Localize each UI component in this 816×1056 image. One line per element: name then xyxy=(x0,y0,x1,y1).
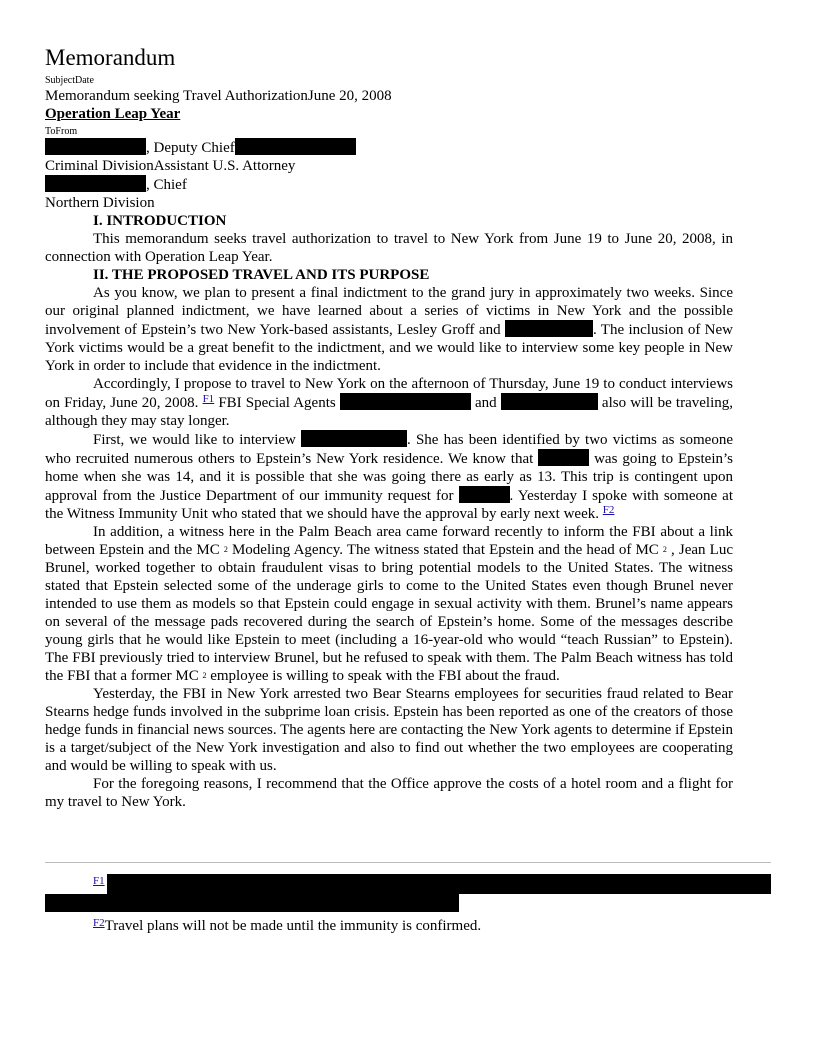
redaction-box xyxy=(505,320,593,337)
to-from-labels xyxy=(45,126,733,138)
p2-text-a: Accordingly, I propose to travel to New York on the afternoon of Thursday, June 19 to conduct interviews on Friday, June 20, 2008. xyxy=(45,376,733,411)
paragraph-4 xyxy=(45,523,733,685)
p3-text-c: was going to Epstein’s home when she was 14, and it is possible that she was going there as early as 13. This trip is contingent upon approval from the Justice Department of our immunity request for xyxy=(45,451,733,504)
northern-division: Northern Division xyxy=(45,195,155,211)
redaction-box xyxy=(459,486,510,503)
footnote-2-mark[interactable]: F2 xyxy=(93,917,105,929)
memo-title: Memorandum xyxy=(45,45,176,70)
from-title: Assistant U.S. Attorney xyxy=(153,158,296,174)
to-label: To xyxy=(45,126,56,137)
paragraph-2 xyxy=(45,375,733,430)
chief-line xyxy=(45,175,733,194)
p2-text-c: and xyxy=(470,395,501,411)
redaction-box xyxy=(340,393,471,410)
footnotes xyxy=(45,872,771,935)
p4-text-b: Modeling Agency. The witness stated that Epstein and the head of MC xyxy=(227,542,663,558)
operation-name: Operation Leap Year xyxy=(45,106,181,122)
to-line xyxy=(45,138,733,157)
intro-heading: I. INTRODUCTION xyxy=(93,213,227,229)
from-label: From xyxy=(55,126,78,137)
paragraph-5: Yesterday, the FBI in New York arrested two Bear Stearns employees for securities fraud related to Bear Stearns hedge funds involved in the subprime loan crisis. Epstein has been reported as one of the creators of those hedge funds in financial news sources. The agents here are contacting the New York agents to determine if Epstein is a target/subject of the New York investigation and also to find out whether the two employees are cooperating and would be willing to speak with us. xyxy=(45,686,733,774)
redaction-box xyxy=(107,874,771,894)
subject-date-line xyxy=(45,87,733,105)
p3-text-b: . She has been identified by two victims as someone who recruited numerous others to Epstein’s New York residence. We know that xyxy=(45,432,733,467)
footnote-1-mark[interactable]: F1 xyxy=(93,875,105,887)
p3-text-a: First, we would like to interview xyxy=(93,432,302,448)
to-title: , Deputy Chief xyxy=(146,140,235,156)
paragraph-6: For the foregoing reasons, I recommend that the Office approve the costs of a hotel room and a flight for my travel to New York. xyxy=(45,776,733,810)
p4-text-a: In addition, a witness here in the Palm Beach area came forward recently to inform the FBI about a link between Epstein and the MC xyxy=(45,524,733,558)
p2-text-d: also will be traveling, although they may stay longer. xyxy=(45,395,733,429)
mc-superscript: 2 xyxy=(662,545,667,554)
p4-text-d: employee is willing to speak with the FBI about the fraud. xyxy=(206,668,560,684)
travel-heading: II. THE PROPOSED TRAVEL AND ITS PURPOSE xyxy=(93,267,430,283)
redaction-box xyxy=(235,138,356,155)
footnote-ref-2[interactable] xyxy=(603,504,615,516)
redaction-box xyxy=(45,175,146,192)
footnote-2 xyxy=(93,914,771,935)
to-division: Criminal Division xyxy=(45,158,154,174)
mc-superscript: 2 xyxy=(223,545,228,554)
footnote-link-1[interactable]: F1 xyxy=(202,393,215,405)
date-label: Date xyxy=(75,75,94,86)
chief-title: , Chief xyxy=(146,177,187,193)
footnote-divider xyxy=(45,862,771,863)
subject-value: Memorandum seeking Travel Authorization xyxy=(45,88,308,104)
intro-paragraph: This memorandum seeks travel authorization to travel to New York from June 19 to June 20, 2008, in connection with Operation Leap Year. xyxy=(45,231,733,265)
footnote-ref-1[interactable] xyxy=(203,393,215,405)
footnote-2-text: Travel plans will not be made until the immunity is confirmed. xyxy=(104,918,482,934)
subject-label: Subject xyxy=(45,75,75,86)
division-line xyxy=(45,157,733,175)
footnote-link-2[interactable]: F2 xyxy=(602,504,615,516)
memo-page xyxy=(45,44,733,811)
redaction-box xyxy=(538,449,589,466)
footnote-1 xyxy=(45,872,771,914)
p2-text-b: FBI Special Agents xyxy=(214,395,340,411)
redaction-box xyxy=(501,393,598,410)
p3-text-d: . Yesterday I spoke with someone at the Witness Immunity Unit who stated that we should have the approval by early next week. xyxy=(45,488,733,522)
p1-text-b: . The inclusion of New York victims would be a great benefit to the indictment, and we would like to interview some key people in New York in order to include that evidence in the indictment. xyxy=(45,322,733,374)
redaction-box xyxy=(301,430,407,447)
p4-text-c: , Jean Luc Brunel, worked together to obtain fraudulent visas to bring potential models to the United States. The witness stated that Epstein selected some of the underage girls to come to the United States even though Brunel never intended to use them as models so that Epstein could engage in sexual activity with them. Brunel’s name appears on several of the message pads recovered during the search of Epstein’s home. Some of the messages describe young girls that he would like Epstein to meet (including a 16-year-old who would “teach Russian” to Epstein). The FBI previously tried to interview Brunel, but he refused to speak with them. The Palm Beach witness has told the FBI that a former MC xyxy=(45,542,733,684)
redaction-box xyxy=(45,894,459,912)
redaction-box xyxy=(45,138,146,155)
paragraph-3 xyxy=(45,430,733,523)
mc-superscript: 2 xyxy=(202,671,207,680)
p1-text-a: As you know, we plan to present a final indictment to the grand jury in approximately two weeks. Since our original planned indictment, we have learned about a series of victims in New York and the possible involvement of Epstein’s two New York-based assistants, Lesley Groff and xyxy=(45,285,733,338)
date-value: June 20, 2008 xyxy=(307,88,392,104)
subject-date-labels xyxy=(45,75,733,87)
paragraph-1 xyxy=(45,284,733,375)
